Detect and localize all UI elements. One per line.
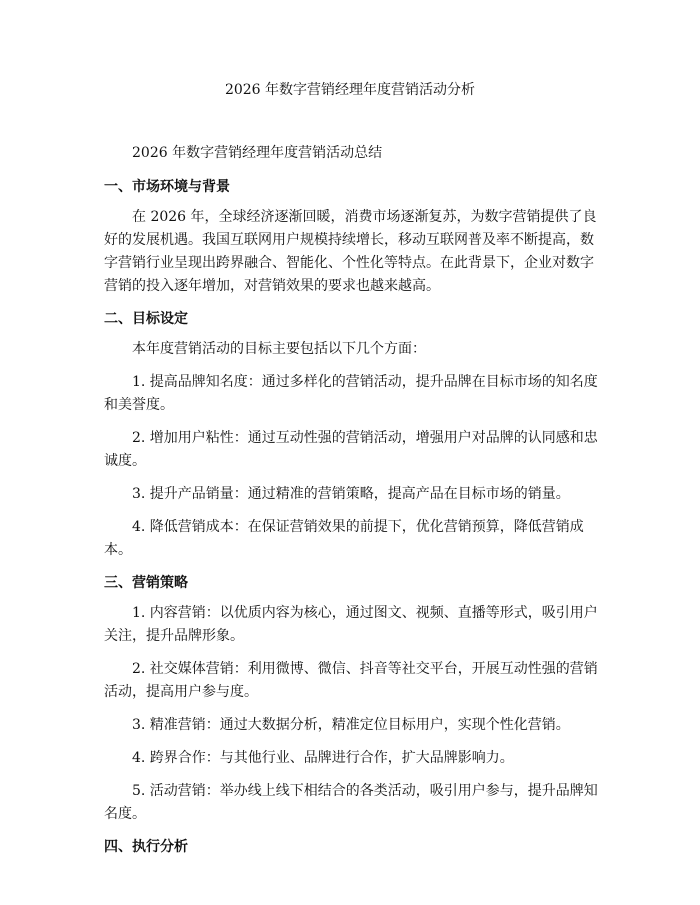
list-item: 3. 提升产品销量：通过精准的营销策略，提高产品在目标市场的销量。 [132, 486, 570, 502]
list-item: 1. 内容营销：以优质内容为核心，通过图文、视频、直播等形式，吸引用户关注，提升品牌形象。 [104, 605, 598, 644]
list-item: 4. 跨界合作：与其他行业、品牌进行合作，扩大品牌影响力。 [132, 750, 514, 766]
paragraph: 在 2026 年，全球经济逐渐回暖，消费市场逐渐复苏，为数字营销提供了良好的发展机遇。我国互联网用户规模持续增长，移动互联网普及率不断提高，数字营销行业呈现出跨界融合、智能化、个性化等特点。在此背景下，企业对数字营销的投入逐年增加，对营销效果的要求也越来越高。 [104, 209, 597, 294]
document-subtitle: 2026 年数字营销经理年度营销活动总结 [132, 145, 383, 161]
section-market-background [104, 176, 600, 298]
document-title: 2026 年数字营销经理年度营销活动分析 [224, 82, 476, 98]
list-item: 2. 增加用户粘性：通过互动性强的营销活动，增强用户对品牌的认同感和忠诚度。 [104, 430, 598, 469]
section-heading: 一、市场环境与背景 [104, 179, 230, 195]
section-marketing-strategy [104, 572, 600, 826]
list-item: 1. 提高品牌知名度：通过多样化的营销活动，提升品牌在目标市场的知名度和美誉度。 [104, 374, 598, 413]
list-item: 5. 活动营销：举办线上线下相结合的各类活动，吸引用户参与，提升品牌知名度。 [104, 783, 598, 822]
section-heading: 二、目标设定 [104, 311, 188, 327]
list-item: 3. 精准营销：通过大数据分析，精准定位目标用户，实现个性化营销。 [132, 717, 570, 733]
paragraph: 本年度营销活动的目标主要包括以下几个方面： [132, 341, 426, 357]
section-execution-analysis [104, 836, 600, 858]
list-item: 4. 降低营销成本：在保证营销效果的前提下，优化营销预算，降低营销成本。 [104, 519, 584, 558]
section-goal-setting [104, 308, 600, 562]
list-item: 2. 社交媒体营销：利用微博、微信、抖音等社交平台，开展互动性强的营销活动，提高用户参与度。 [104, 661, 598, 700]
document-body [104, 140, 600, 866]
section-heading: 四、执行分析 [104, 839, 188, 855]
section-heading: 三、营销策略 [104, 575, 188, 591]
